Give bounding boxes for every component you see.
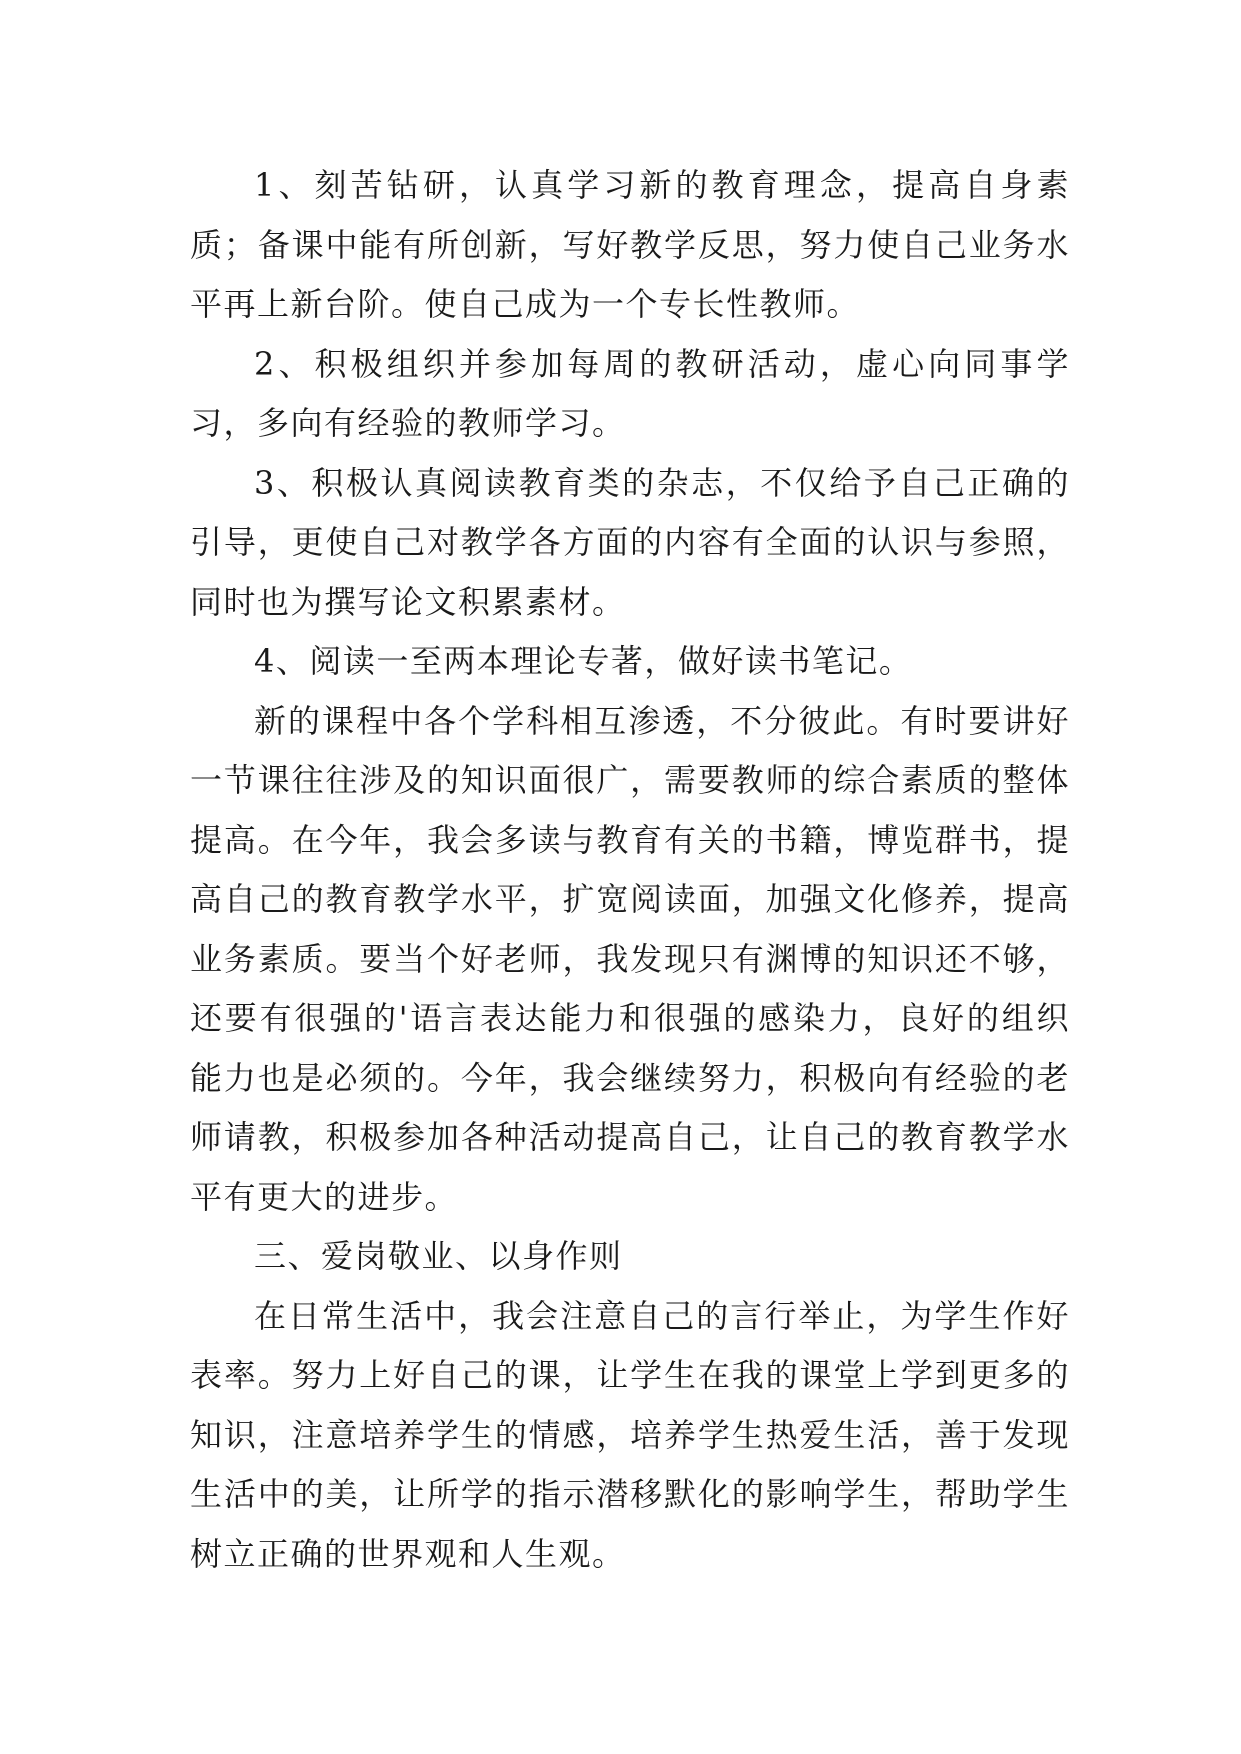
paragraph-item-2: 2、积极组织并参加每周的教研活动，虚心向同事学习，多向有经验的教师学习。 [190, 344, 1070, 442]
paragraph-item-4: 4、阅读一至两本理论专著，做好读书笔记。 [254, 642, 913, 680]
section-heading-dedication: 三、爱岗敬业、以身作则 [254, 1237, 623, 1275]
paragraph-course-integration: 新的课程中各个学科相互渗透，不分彼此。有时要讲好一节课往往涉及的知识面很广，需要教师的综合素质的整体提高。在今年，我会多读与教育有关的书籍，博览群书，提高自己的教育教学水平，扩宽阅读面，加强文化修养，提高业务素质。要当个好老师，我发现只有渊博的知识还不够，还要有很强的'语言表达能力和很强的感染力，良好的组织能力也是必须的。今年，我会继续努力，积极向有经验的老师请教，积极参加各种活动提高自己，让自己的教育教学水平有更大的进步。 [190, 701, 1070, 1216]
paragraph-item-3: 3、积极认真阅读教育类的杂志，不仅给予自己正确的引导，更使自己对教学各方面的内容有全面的认识与参照，同时也为撰写论文积累素材。 [190, 463, 1070, 621]
paragraph-item-1: 1、刻苦钻研，认真学习新的教育理念，提高自身素质；备课中能有所创新，写好教学反思，努力使自己业务水平再上新台阶。使自己成为一个专长性教师。 [190, 166, 1070, 323]
document-body [190, 156, 1070, 1584]
paragraph-role-model: 在日常生活中，我会注意自己的言行举止，为学生作好表率。努力上好自己的课，让学生在我的课堂上学到更多的知识，注意培养学生的情感，培养学生热爱生活，善于发现生活中的美，让所学的指示潜移默化的影响学生，帮助学生树立正确的世界观和人生观。 [190, 1296, 1070, 1573]
